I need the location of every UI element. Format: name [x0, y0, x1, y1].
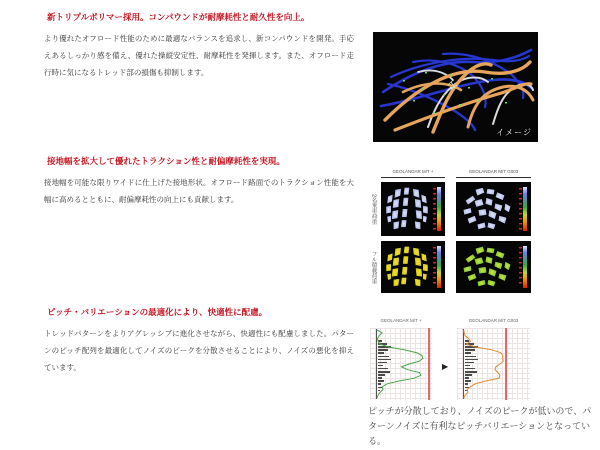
contact-patch-comparison-figure [368, 167, 538, 295]
row-label-2-passenger-load: 2名乗車荷重 [370, 193, 377, 225]
contact-patch-graphic [384, 185, 430, 232]
scale-tick-labels [519, 247, 522, 287]
image-caption: イメージ [496, 128, 532, 137]
contact-patch-graphic [459, 244, 515, 289]
polymer-strands-graphic [373, 32, 538, 142]
patch-panel-mtplus-light-load [381, 182, 445, 236]
pitch-noise-comparison-figure [368, 316, 592, 446]
noise-chart-g003 [457, 328, 530, 400]
noise-chart-mt-plus [370, 328, 432, 400]
patch-panel-g003-light-load [456, 182, 531, 236]
section-pitch-variation [44, 307, 354, 376]
patch-panel-mtplus-full-load [381, 241, 445, 293]
chart-title-mt-plus: GEOLANDAR M/T + [380, 318, 422, 323]
pressure-colorbar [437, 246, 441, 288]
noise-profile-curve [370, 328, 432, 400]
scale-tick-labels [433, 247, 436, 287]
section-body: 接地幅を可能な限りワイドに仕上げた接地形状。オフロード路面でのトラクション性能を大幅に高めるとともに、耐偏摩耗性の向上にも貢献します。 [44, 178, 354, 204]
section-compound [44, 12, 354, 81]
section-heading: ピッチ・バリエーションの最適化により、快適性に配慮。 [47, 307, 268, 317]
noise-profile-curve [457, 328, 530, 400]
section-heading: 新トリプルポリマー採用。コンパウンドが耐摩耗性と耐久性を向上。 [47, 12, 310, 22]
row-label-full-load: フル積載荷重 [370, 250, 377, 284]
patch-panel-g003-full-load [456, 241, 531, 293]
polymer-structure-image [373, 32, 538, 142]
figure-caption: ピッチが分散しており、ノイズのピークが低いので、パターンノイズに有利なピッチバリエーションとなっている。 [368, 406, 592, 446]
section-contact-patch [44, 156, 354, 208]
contact-patch-graphic [384, 244, 430, 289]
section-body: トレッドパターンをよりアグレッシブに進化させながら、快適性にも配慮しました。パターンのピッチ配列を最適化してノイズのピークを分散させることにより、ノイズの悪化を抑えています。 [44, 329, 354, 372]
contact-patch-graphic [459, 185, 515, 232]
scale-tick-labels [519, 188, 522, 230]
chart-title-g003: GEOLANDAR M/T G003 [468, 318, 519, 323]
scale-tick-labels [433, 188, 436, 230]
pressure-colorbar [437, 187, 441, 231]
section-heading: 接地幅を拡大して優れたトラクション性と耐偏摩耗性を実現。 [47, 156, 285, 166]
pressure-colorbar [523, 187, 527, 231]
pressure-colorbar [523, 246, 527, 288]
right-arrow-icon: ▶ [442, 362, 449, 371]
column-header-mt-plus: GEOLANDAR M/T + [381, 167, 445, 178]
column-header-g003: GEOLANDAR M/T G003 [456, 167, 531, 178]
section-body: より優れたオフロード性能のために最適なバランスを追求し、新コンパウンドを開発。手応えあるしっかり感を備え、優れた操縦安定性、耐摩耗性を発揮します。また、オフロード走行時に気になるトレッド部の損傷も抑制します。 [44, 34, 354, 77]
